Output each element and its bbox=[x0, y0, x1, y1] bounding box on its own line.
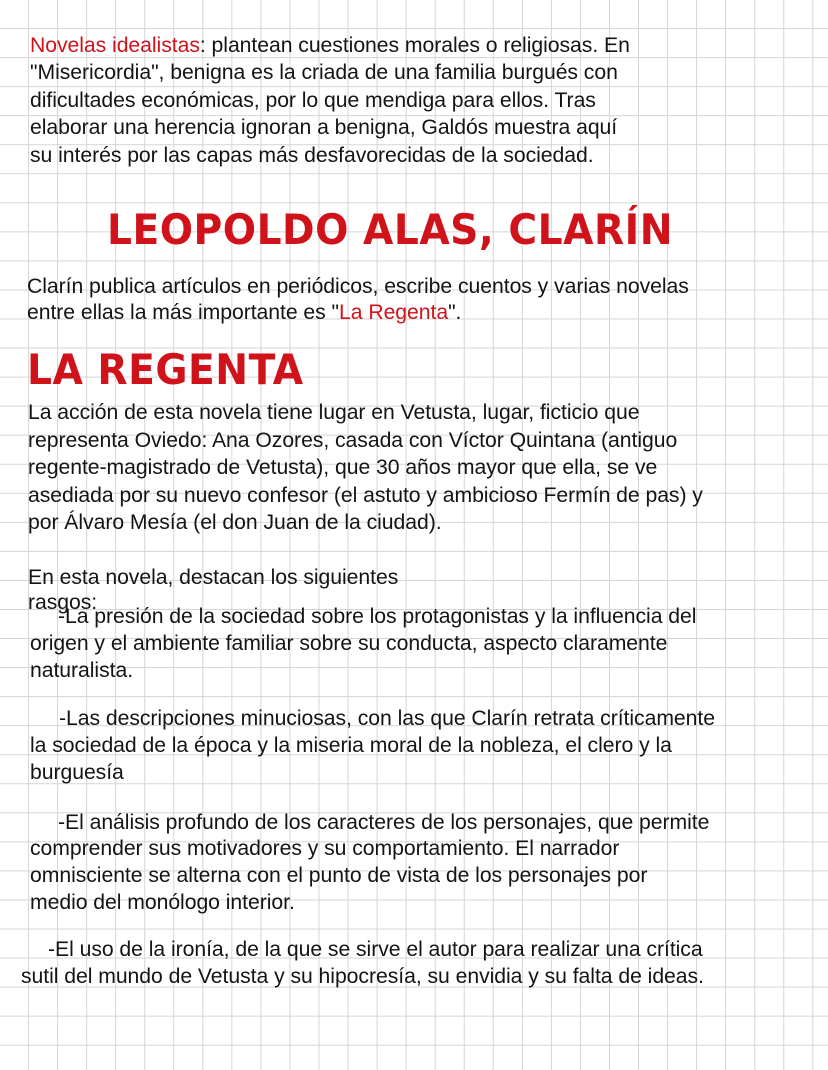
rasgo-line: comprender sus motivadores y su comportamiento. El narrador bbox=[30, 837, 620, 860]
clarin-line-1: Clarín publica artículos en periódicos, escribe cuentos y varias novelas bbox=[27, 275, 689, 298]
idealistas-line-4: elaborar una herencia ignoran a benigna, Galdós muestra aquí bbox=[30, 116, 618, 139]
clarin-line-2-end: ". bbox=[448, 301, 462, 324]
summary-line: por Álvaro Mesía (el don Juan de la ciudad). bbox=[28, 511, 442, 534]
rasgo-line: -El uso de la ironía, de la que se sirve el autor para realizar una crítica bbox=[48, 938, 703, 961]
clarin-line-2 bbox=[27, 300, 461, 326]
idealistas-label: Novelas idealistas bbox=[30, 34, 200, 57]
rasgo-line: origen y el ambiente familiar sobre su conducta, aspecto claramente bbox=[30, 632, 668, 655]
summary-line: regente-magistrado de Vetusta), que 30 años mayor que ella, se ve bbox=[28, 456, 658, 479]
rasgo-line: la sociedad de la época y la miseria moral de la nobleza, el clero y la bbox=[30, 734, 672, 757]
rasgo-line: -La presión de la sociedad sobre los protagonistas y la influencia del bbox=[58, 605, 697, 628]
rasgo-line: -Las descripciones minuciosas, con las que Clarín retrata críticamente bbox=[59, 707, 715, 730]
idealistas-line-3: dificultades económicas, por lo que mendiga para ellos. Tras bbox=[30, 89, 596, 112]
idealistas-line-5: su interés por las capas más desfavorecidas de la sociedad. bbox=[30, 144, 594, 167]
rasgo-line: burguesía bbox=[30, 761, 124, 784]
rasgo-line: sutil del mundo de Vetusta y su hipocresía, su envidia y su falta de ideas. bbox=[21, 965, 704, 988]
idealistas-line-2: "Misericordia", benigna es la criada de una familia burgués con bbox=[30, 61, 618, 84]
rasgos-intro-line-2: rasgos: bbox=[28, 591, 98, 614]
idealistas-line-1-text: : plantean cuestiones morales o religiosas. En bbox=[199, 34, 630, 57]
summary-line: asediada por su nuevo confesor (el astuto y ambicioso Fermín de pas) y bbox=[28, 484, 703, 507]
rasgos-intro-line-1: En esta novela, destacan los siguientes bbox=[28, 566, 399, 589]
rasgo-line: naturalista. bbox=[30, 659, 134, 682]
summary-line: La acción de esta novela tiene lugar en Vetusta, lugar, ficticio que bbox=[28, 401, 640, 424]
summary-line: representa Oviedo: Ana Ozores, casada con Víctor Quintana (antiguo bbox=[28, 429, 678, 452]
clarin-line-2-text: entre ellas la más importante es " bbox=[27, 301, 340, 324]
clarin-heading: LEOPOLDO ALAS, CLARÍN bbox=[107, 206, 674, 255]
regenta-heading: LA REGENTA bbox=[27, 346, 304, 395]
rasgo-line: omnisciente se alterna con el punto de vista de los personajes por bbox=[30, 864, 648, 887]
rasgo-line: -El análisis profundo de los caracteres de los personajes, que permite bbox=[58, 811, 710, 834]
idealistas-line-1 bbox=[30, 33, 630, 59]
rasgo-line: medio del monólogo interior. bbox=[30, 891, 295, 914]
la-regenta-link: La Regenta bbox=[339, 301, 449, 324]
